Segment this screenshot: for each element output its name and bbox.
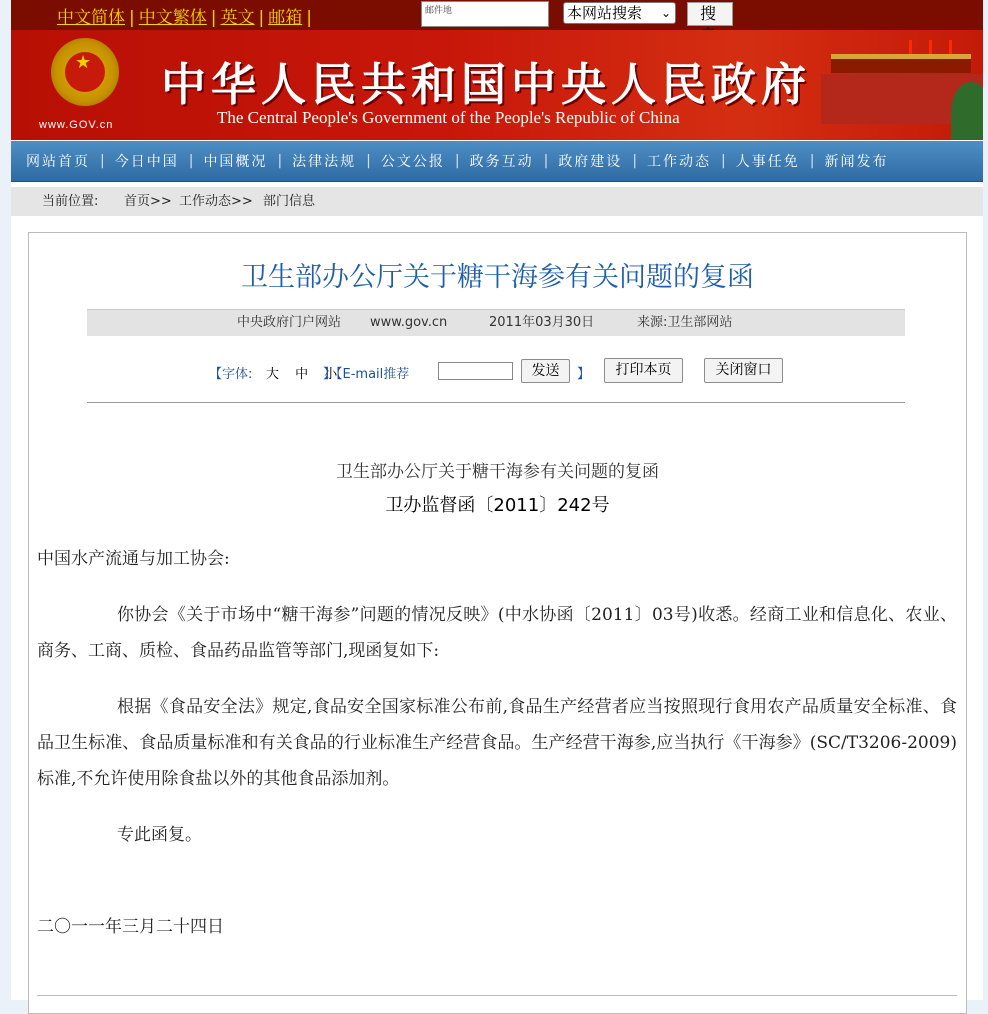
article-title: 卫生部办公厅关于糖干海参有关问题的复函 xyxy=(241,262,754,293)
font-size-options[interactable]: 大 中 小 xyxy=(266,367,344,382)
send-button[interactable]: 发送 xyxy=(521,359,570,383)
document-title: 卫生部办公厅关于糖干海参有关问题的复函 xyxy=(336,462,659,482)
language-links: 中文简体 | 中文繁体 | 英文 | 邮箱 | xyxy=(57,8,312,28)
meta-domain: www.gov.cn xyxy=(370,315,448,330)
article-tools xyxy=(29,357,966,385)
tiananmen-gate-image xyxy=(811,40,983,140)
bottom-divider xyxy=(37,995,957,996)
meta-source: 来源:卫生部网站 xyxy=(637,315,733,330)
signed-date: 二〇一一年三月二十四日 xyxy=(37,917,224,937)
divider xyxy=(87,402,905,403)
page xyxy=(11,0,983,1000)
closing: 专此函复。 xyxy=(117,825,202,845)
email-input[interactable] xyxy=(438,362,513,380)
paragraph-2: 根据《食品安全法》规定,食品安全国家标准公布前,食品生产经营者应当按照现行食用农产品质量安全标准、食品卫生标准、食品质量标准和有关食品的行业标准生产经营食品。生产经营干海参,应当执行《干海参》(SC/T3206-2009)标准,不允许使用除食盐以外的其他食品添加剂。 xyxy=(37,697,957,789)
print-button[interactable]: 打印本页 xyxy=(604,358,683,383)
breadcrumb-label: 当前位置: xyxy=(42,194,99,209)
nav-appointments[interactable]: 人事任免 xyxy=(735,154,800,170)
close-window-button[interactable]: 关闭窗口 xyxy=(704,358,783,383)
top-bar xyxy=(11,0,983,30)
nav-documents[interactable]: 公文公报 xyxy=(380,154,445,170)
breadcrumb-work-news[interactable]: 工作动态>> xyxy=(179,194,253,209)
nav-press[interactable]: 新闻发布 xyxy=(824,154,889,170)
search-button[interactable]: 搜 xyxy=(687,2,733,26)
chevron-down-icon: ⌄ xyxy=(660,6,671,20)
main-nav: 网站首页 | 今日中国 | 中国概况 | 法律法规 | 公文公报 | 政务互动 | 政府建设 | 工作动态 | 人事任免 | 新闻发布 xyxy=(11,141,983,182)
site-title: 中华人民共和国中央人民政府 xyxy=(161,58,812,111)
meta-site: 中央政府门户网站 xyxy=(237,315,342,330)
paragraph-1: 你协会《关于市场中“糖干海参”问题的情况反映》(中水协函〔2011〕03号)收悉。经商工业和信息化、农业、商务、工商、质检、食品药品监管等部门,现函复如下: xyxy=(37,605,957,661)
link-traditional-chinese[interactable]: 中文繁体 xyxy=(138,8,207,28)
breadcrumb-dept-info[interactable]: 部门信息 xyxy=(263,194,316,209)
nav-today-china[interactable]: 今日中国 xyxy=(114,154,179,170)
search-scope-select[interactable] xyxy=(563,2,676,24)
tools-close-bracket: 】 xyxy=(577,367,591,382)
breadcrumb xyxy=(11,187,983,216)
nav-government[interactable]: 政府建设 xyxy=(558,154,623,170)
font-size-label: 【字体: xyxy=(209,367,253,382)
national-emblem-icon[interactable]: ★ xyxy=(51,38,119,106)
document-number: 卫办监督函〔2011〕242号 xyxy=(385,495,610,516)
nav-interaction[interactable]: 政务互动 xyxy=(469,154,534,170)
breadcrumb-home[interactable]: 首页>> xyxy=(124,194,172,209)
meta-date: 2011年03月30日 xyxy=(489,315,595,330)
nav-work-news[interactable]: 工作动态 xyxy=(647,154,712,170)
nav-laws[interactable]: 法律法规 xyxy=(292,154,357,170)
article-meta xyxy=(87,309,905,336)
salutation: 中国水产流通与加工协会: xyxy=(37,549,230,569)
article-frame xyxy=(28,232,967,1014)
nav-china-overview[interactable]: 中国概况 xyxy=(203,154,268,170)
site-subtitle: The Central People's Government of the People's Republic of China xyxy=(217,108,680,127)
search-input[interactable]: 邮件地 xyxy=(421,1,549,27)
site-url: www.GOV.cn xyxy=(39,119,114,131)
nav-home[interactable]: 网站首页 xyxy=(26,154,90,170)
header-banner xyxy=(11,30,983,140)
link-simplified-chinese[interactable]: 中文简体 xyxy=(57,8,125,28)
email-recommend-label: 】【E-mail推荐 xyxy=(323,367,410,382)
link-mailbox[interactable]: 邮箱 xyxy=(268,8,303,28)
link-english[interactable]: 英文 xyxy=(220,8,255,28)
search-scope-value: 本网站搜索 xyxy=(567,4,643,22)
